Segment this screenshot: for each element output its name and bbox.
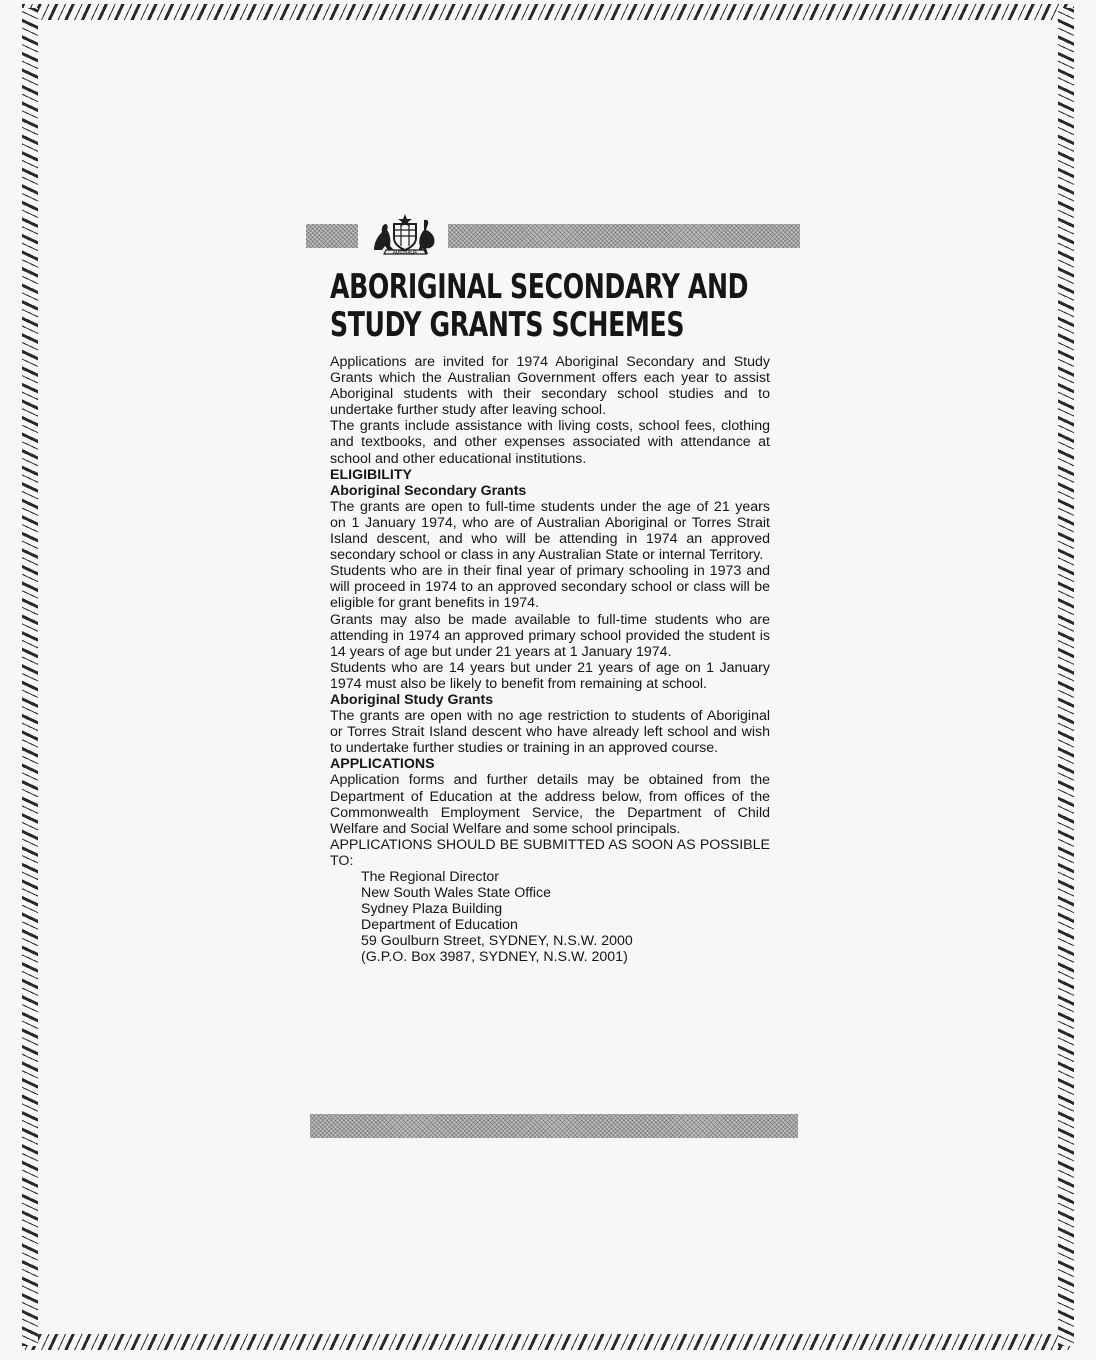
address-line-3: Sydney Plaza Building	[361, 901, 503, 918]
address-line-6: (G.P.O. Box 3987, SYDNEY, N.S.W. 2001)	[361, 949, 628, 966]
section-heading-applications: APPLICATIONS	[330, 756, 435, 773]
address-line-5: 59 Goulburn Street, SYDNEY, N.S.W. 2000	[361, 933, 633, 950]
rope-border-top	[22, 4, 1074, 20]
shaded-bar-right	[448, 224, 800, 248]
secondary-paragraph-4: Students who are 14 years but under 21 years of age on 1 January 1974 must also be likely to benefit from remaining at school.	[330, 659, 770, 692]
section-heading-eligibility: ELIGIBILITY	[330, 466, 412, 483]
coat-of-arms-icon	[366, 212, 444, 256]
applications-paragraph-2: APPLICATIONS SHOULD BE SUBMITTED AS SOON AS POSSIBLE TO:	[330, 836, 770, 869]
shaded-bar-left	[306, 224, 358, 248]
address-line-2: New South Wales State Office	[361, 885, 552, 902]
secondary-paragraph-1: The grants are open to full-time students under the age of 21 years on 1 January 1974, who are of Australian Aboriginal or Torres Strait Island descent, and who will be attending in 1974 an approved secondary school or class in any Australian State or internal Territory.	[330, 498, 770, 564]
applications-paragraph-1: Application forms and further details may be obtained from the Department of Education at the address below, from offices of the Commonwealth Employment Service, the Department of Child Welfare and Social Welfare and some school principals.	[330, 772, 770, 837]
intro-paragraph-1: Applications are invited for 1974 Aboriginal Secondary and Study Grants which the Australian Government offers each year to assist Aboriginal students with their secondary school studies and to undertake further study after leaving school.	[330, 354, 770, 419]
secondary-paragraph-2: Students who are in their final year of primary schooling in 1973 and will proceed in 1974 to an approved secondary school or class will be eligible for grant benefits in 1974.	[330, 563, 770, 612]
secondary-paragraph-3: Grants may also be made available to full-time students who are attending in 1974 an approved primary school provided the student is 14 years of age but under 21 years at 1 January 1974.	[330, 611, 770, 660]
study-paragraph-1: The grants are open with no age restriction to students of Aboriginal or Torres Strait Island descent who have already left school and wish to undertake further studies or training in an approved course.	[330, 708, 770, 757]
address-line-4: Department of Education	[361, 917, 518, 934]
rope-border-left	[22, 8, 38, 1346]
address-line-1: The Regional Director	[361, 869, 499, 885]
advertisement	[306, 212, 798, 966]
headline-line-1: ABORIGINAL SECONDARY AND	[330, 267, 749, 307]
rope-border-right	[1058, 8, 1074, 1346]
crest-label: AUSTRALIA	[392, 249, 418, 255]
intro-paragraph-2: The grants include assistance with living costs, school fees, clothing and textbooks, and other expenses associated with attendance at school and other educational institutions.	[330, 418, 770, 467]
page-title	[330, 268, 774, 344]
shaded-bar-bottom	[310, 1114, 798, 1138]
mailing-address	[361, 869, 770, 966]
ad-header	[306, 212, 798, 256]
subheading-secondary-grants: Aboriginal Secondary Grants	[330, 482, 527, 499]
subheading-study-grants: Aboriginal Study Grants	[330, 691, 494, 708]
ad-body	[330, 354, 770, 966]
rope-border-bottom	[22, 1334, 1074, 1350]
headline-line-2: STUDY GRANTS SCHEMES	[330, 305, 685, 345]
